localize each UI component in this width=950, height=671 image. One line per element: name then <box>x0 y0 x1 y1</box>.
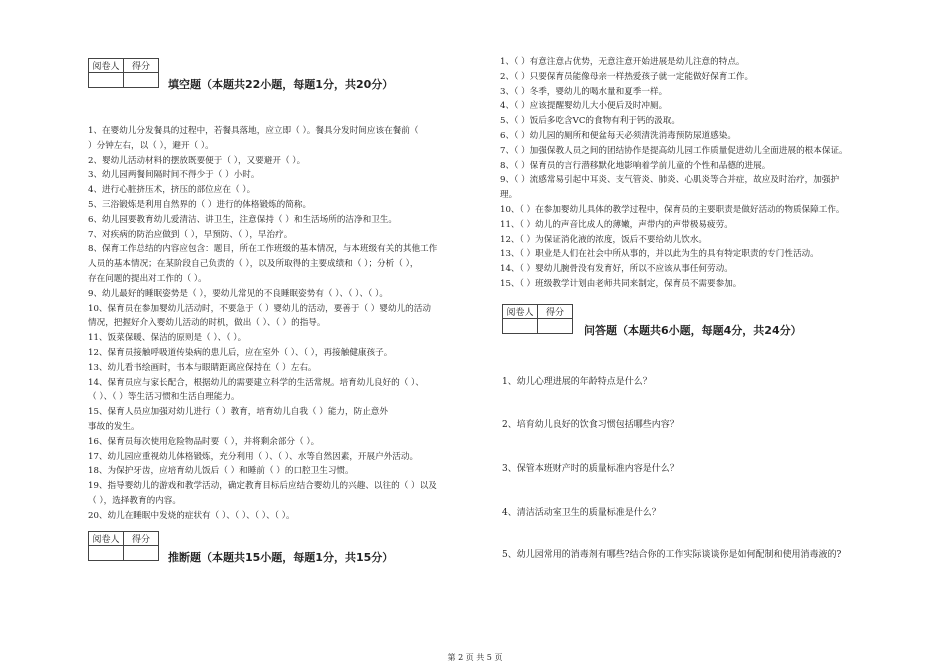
fill-question-line: 18、为保护牙齿，应培育幼儿饭后（ ）和睡前（ ）的口腔卫生习惯。 <box>88 466 354 477</box>
judge-question-line: 理。 <box>500 190 518 201</box>
judge-question-line: 14、（ ）婴幼儿腕骨没有发育好，所以不应该从事任何劳动。 <box>500 264 733 275</box>
page-footer: 第 2 页 共 5 页 <box>447 653 503 662</box>
fill-question-line: 3、幼儿园两餐间隔时间不得少于（ ）小时。 <box>88 170 260 181</box>
judge-question-line: 11、（ ）幼儿的声音比成人的薄嫩，声带内的声带极易疲劳。 <box>500 219 733 230</box>
score-box-qa <box>502 304 573 334</box>
judge-question-line: 7、（ ）加强保教人员之间的团结协作是提高幼儿园工作质量促进幼儿全面进展的根本保证。 <box>500 145 848 156</box>
judge-question-line: 3、（ ）冬季，婴幼儿的喝水量和夏季一样。 <box>500 86 668 97</box>
score-cell[interactable] <box>124 546 159 561</box>
fill-question-line: 12、保育员接触呼吸道传染病的患儿后，应在室外（ ）、（ ），再接触健康孩子。 <box>88 348 393 358</box>
fill-question-line: 16、保育员每次使用危险物品时要（ ），并将剩余部分（ ）。 <box>88 436 320 447</box>
fill-question-line: 存在问题的提出对工作的（ ）。 <box>88 274 207 284</box>
fill-question-line: 情况，把握好介入婴幼儿活动的时机，做出（ ）、（ ）的指导。 <box>88 318 326 329</box>
qa-question: 2、培育幼儿良好的饮食习惯包括哪些内容？ <box>502 420 679 430</box>
judge-question-line: 15、（ ）班级教学计划由老师共同来制定，保育员不需要参加。 <box>500 279 742 289</box>
judge-question-line: 1、（ ）有意注意占优势，无意注意开始进展是幼儿注意的特点。 <box>500 57 745 67</box>
fill-question-line: 6、幼儿园要教育幼儿爱清洁、讲卫生，注意保持（ ）和生活场所的洁净和卫生。 <box>88 214 397 225</box>
grader-label: 阅卷人 <box>89 532 124 546</box>
fill-question-line: 4、进行心脏挤压术，挤压的部位应在（ ）。 <box>88 185 256 196</box>
score-box-judge <box>88 531 159 561</box>
fill-question-line: 20、幼儿在睡眠中发烧的症状有（ ）、（ ）、（ ）、（ ）。 <box>88 510 295 521</box>
grader-label: 阅卷人 <box>503 305 538 319</box>
section-title-judge: 推断题（本题共15小题，每题1分，共15分） <box>168 551 394 564</box>
section-title-fill: 填空题（本题共22小题，每题1分，共20分） <box>168 78 394 91</box>
qa-question: 3、保管本班财产时的质量标准内容是什么？ <box>502 464 679 474</box>
fill-question-line: 17、幼儿园应重视幼儿体格锻炼，充分利用（ ）、（ ）、水等自然因素，开展户外活动。 <box>88 451 419 462</box>
grader-cell[interactable] <box>503 319 538 334</box>
fill-question-line: ）分钟左右，以（ ），避开（ ）。 <box>88 140 214 151</box>
fill-question-line: 9、幼儿最好的睡眠姿势是（ ），要幼儿常见的不良睡眠姿势有（ ）、（ ）、（ ）。 <box>88 288 388 299</box>
judge-question-line: 12、（ ）为保证消化液的浓度，饭后不要给幼儿饮水。 <box>500 234 708 245</box>
judge-question-line: 10、（ ）在参加婴幼儿具体的教学过程中，保育员的主要职责是做好活动的物质保障工作。 <box>500 205 845 215</box>
score-label: 得分 <box>124 59 159 73</box>
fill-question-line: 7、对疾病的防治应做到（ ），早预防、（ ），早治疗。 <box>88 229 293 240</box>
judge-question-line: 5、（ ）饭后多吃含VC的食物有利于钙的汲取。 <box>500 116 680 127</box>
score-box-fill <box>88 58 159 88</box>
fill-question-line: 1、在婴幼儿分发餐具的过程中，若餐具落地，应立即（ ）。餐具分发时间应该在餐前（ <box>88 126 419 136</box>
score-cell[interactable] <box>538 319 573 334</box>
fill-question-line: 14、保育员应与家长配合，根据幼儿的需要建立科学的生活常规。培育幼儿良好的（ ）、 <box>88 377 424 388</box>
judge-question-line: 4、（ ）应该提醒婴幼儿大小便后及时冲厕。 <box>500 101 668 112</box>
grader-label: 阅卷人 <box>89 59 124 73</box>
grader-cell[interactable] <box>89 73 124 88</box>
fill-question-line: 10、保育员在参加婴幼儿活动时，不要急于（ ）婴幼儿的活动，要善于（ ）婴幼儿的活动 <box>88 303 431 314</box>
judge-question-line: 2、（ ）只要保育员能像母亲一样热爱孩子就一定能做好保育工作。 <box>500 71 754 82</box>
judge-question-line: 13、（ ）职业是人们在社会中所从事的，并以此为生的具有特定职责的专门性活动。 <box>500 249 819 260</box>
fill-question-line: （ ），选择教育的内容。 <box>88 496 181 506</box>
judge-question-line: 6、（ ）幼儿园的厕所和便盆每天必须清洗消毒预防尿道感染。 <box>500 131 736 141</box>
judge-question-line: 8、（ ）保育员的言行潜移默化地影响着学前儿童的个性和品德的进展。 <box>500 160 771 171</box>
score-label: 得分 <box>538 305 573 319</box>
fill-question-line: 15、保育人员应加强对幼儿进行（ ）教育，培育幼儿自我（ ）能力，防止意外 <box>88 407 388 418</box>
score-label: 得分 <box>124 532 159 546</box>
fill-question-line: 19、指导婴幼儿的游戏和教学活动，确定教育目标后应结合婴幼儿的兴趣、以往的（ ）以及 <box>88 481 437 492</box>
fill-question-line: 11、饭菜保暖、保洁的原则是（ ）、（ ）。 <box>88 333 247 344</box>
fill-question-line: 13、幼儿看书绘画时，书本与眼睛距离应保持在（ ）左右。 <box>88 362 317 373</box>
fill-question-line: 人员的基本情况；在某阶段自己负责的（ ），以及所取得的主要成绩和（ ）；分析（ ）， <box>88 259 419 270</box>
qa-question: 5、幼儿园常用的消毒剂有哪些?结合你的工作实际谈谈你是如何配制和使用消毒液的? <box>502 550 842 560</box>
qa-question: 4、清洁活动室卫生的质量标准是什么？ <box>502 508 661 518</box>
fill-question-line: 8、保育工作总结的内容应包含：题目，所在工作班级的基本情况，与本班级有关的其他工作 <box>88 244 438 255</box>
fill-question-line: 5、三浴锻炼是利用自然界的（ ）进行的体格锻炼的简称。 <box>88 200 312 210</box>
score-cell[interactable] <box>124 73 159 88</box>
fill-question-line: （ ）、（ ）等生活习惯和生活自理能力。 <box>88 392 240 403</box>
section-title-qa: 问答题（本题共6小题，每题4分，共24分） <box>584 324 802 337</box>
fill-question-line: 2、婴幼儿活动材料的摆放既要便于（ ），又要避开（ ）。 <box>88 155 306 166</box>
qa-question: 1、幼儿心理进展的年龄特点是什么？ <box>502 377 652 387</box>
judge-question-line: 9、（ ）流感常易引起中耳炎、支气管炎、肺炎、心肌炎等合并症，故应及时治疗，加强护 <box>500 175 840 186</box>
grader-cell[interactable] <box>89 546 124 561</box>
fill-question-line: 事故的发生。 <box>88 422 140 432</box>
